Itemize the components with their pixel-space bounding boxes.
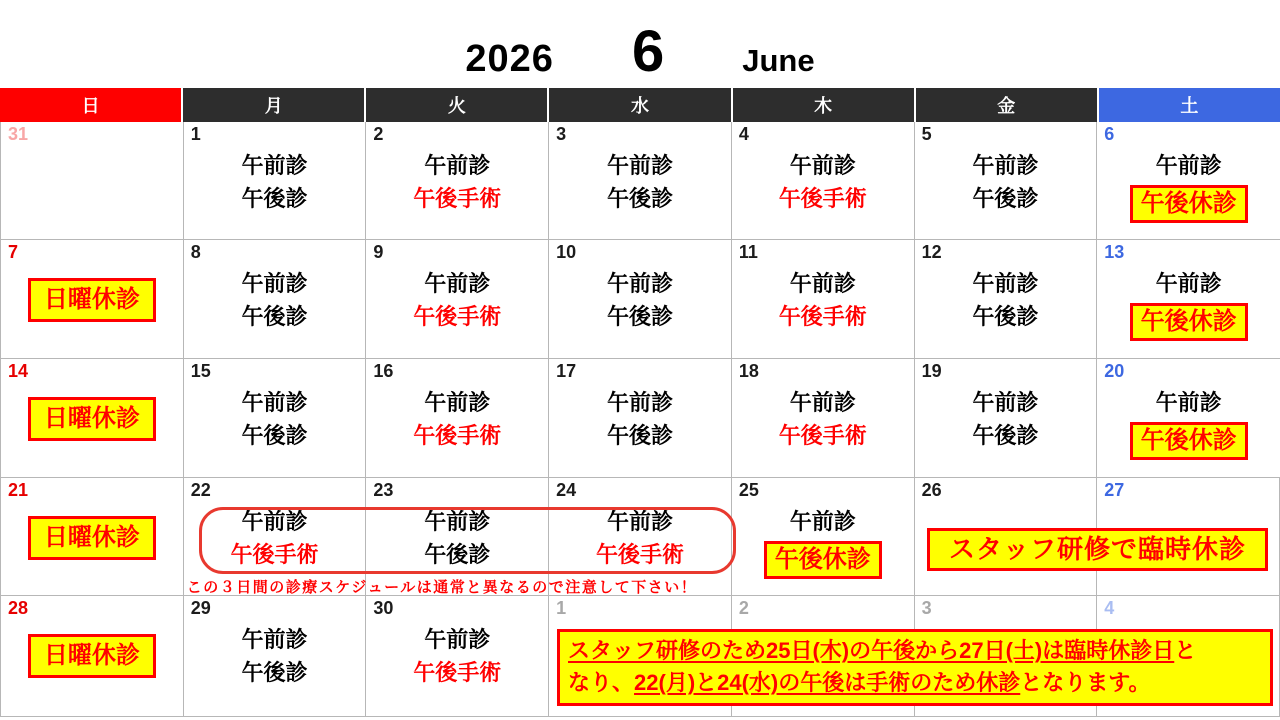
day-number: 18 bbox=[738, 361, 759, 381]
pm-surgery-label: 午後手術 bbox=[413, 186, 502, 211]
am-clinic-label: 午前診 bbox=[606, 153, 673, 178]
am-clinic-label: 午前診 bbox=[424, 153, 491, 178]
week-row bbox=[1, 596, 1280, 717]
sunday-closed-badge: 日曜休診 bbox=[28, 516, 156, 560]
weekday-header-cell-weekday: 火 bbox=[366, 88, 549, 122]
day-number: 1 bbox=[190, 124, 201, 144]
am-clinic-label: 午前診 bbox=[424, 627, 491, 652]
bottom-note-segment: と bbox=[1174, 638, 1197, 663]
day-schedule bbox=[366, 505, 548, 571]
day-number: 10 bbox=[556, 242, 577, 262]
day-schedule bbox=[915, 149, 1097, 215]
day-cell bbox=[1097, 240, 1280, 358]
day-number: 5 bbox=[921, 124, 932, 144]
day-number: 3 bbox=[921, 598, 932, 618]
am-clinic-label: 午前診 bbox=[424, 509, 491, 534]
day-number: 14 bbox=[8, 361, 29, 381]
three-day-note: この３日間の診療スケジュールは通常と異なるので注意して下さい！ bbox=[186, 579, 698, 596]
pm-clinic-label: 午後診 bbox=[424, 542, 491, 567]
day-number: 11 bbox=[738, 242, 758, 262]
am-clinic-label: 午前診 bbox=[241, 390, 308, 415]
pm-surgery-label: 午後手術 bbox=[230, 542, 319, 567]
am-clinic-label: 午前診 bbox=[241, 627, 308, 652]
day-cell bbox=[184, 240, 367, 358]
day-number: 16 bbox=[373, 361, 394, 381]
day-schedule bbox=[184, 267, 366, 333]
pm-closed-badge: 午後休診 bbox=[1130, 185, 1248, 223]
day-number: 2 bbox=[738, 598, 749, 618]
title-month-number: 6 bbox=[631, 19, 665, 84]
day-cell bbox=[915, 359, 1098, 477]
day-cell bbox=[184, 359, 367, 477]
day-cell bbox=[915, 240, 1098, 358]
day-number: 26 bbox=[921, 480, 942, 500]
bottom-note-segment: となります。 bbox=[1020, 670, 1151, 695]
day-number: 4 bbox=[738, 124, 749, 144]
day-schedule bbox=[1097, 386, 1280, 460]
day-schedule bbox=[549, 386, 731, 452]
day-number: 17 bbox=[556, 361, 577, 381]
day-number: 2 bbox=[373, 124, 384, 144]
day-number: 4 bbox=[1104, 598, 1115, 618]
day-cell bbox=[549, 122, 732, 239]
am-clinic-label: 午前診 bbox=[789, 509, 856, 534]
day-number: 21 bbox=[8, 480, 29, 500]
day-number: 28 bbox=[8, 598, 29, 618]
day-schedule bbox=[732, 386, 914, 452]
bottom-note-segment: 22(月)と24(水)の午後は手術のため休診 bbox=[634, 670, 1021, 695]
day-schedule bbox=[732, 505, 914, 579]
day-number: 12 bbox=[921, 242, 942, 262]
pm-closed-badge: 午後休診 bbox=[1130, 422, 1248, 460]
bottom-note-segment: なり、 bbox=[568, 670, 635, 695]
pm-clinic-label: 午後診 bbox=[972, 304, 1039, 329]
weekday-header-cell-saturday: 土 bbox=[1099, 88, 1280, 122]
am-clinic-label: 午前診 bbox=[241, 153, 308, 178]
day-schedule bbox=[184, 623, 366, 689]
weekday-header-cell-weekday: 月 bbox=[183, 88, 366, 122]
day-cell bbox=[549, 240, 732, 358]
pm-clinic-label: 午後診 bbox=[241, 660, 308, 685]
day-cell bbox=[549, 359, 732, 477]
day-number: 27 bbox=[1104, 480, 1125, 500]
day-cell bbox=[184, 122, 367, 239]
day-schedule bbox=[732, 267, 914, 333]
day-number: 30 bbox=[373, 598, 394, 618]
calendar-title bbox=[0, 0, 1280, 88]
am-clinic-label: 午前診 bbox=[241, 271, 308, 296]
day-schedule bbox=[184, 149, 366, 215]
pm-surgery-label: 午後手術 bbox=[413, 660, 502, 685]
day-number: 24 bbox=[556, 480, 577, 500]
day-cell bbox=[1, 359, 184, 477]
calendar-grid bbox=[0, 122, 1280, 717]
week-row bbox=[1, 240, 1280, 359]
day-number: 23 bbox=[373, 480, 394, 500]
day-cell bbox=[732, 478, 915, 595]
am-clinic-label: 午前診 bbox=[424, 390, 491, 415]
sunday-closed-badge: 日曜休診 bbox=[28, 278, 156, 322]
day-number: 15 bbox=[190, 361, 211, 381]
am-clinic-label: 午前診 bbox=[424, 271, 491, 296]
am-clinic-label: 午前診 bbox=[789, 390, 856, 415]
day-schedule bbox=[366, 149, 548, 215]
day-schedule bbox=[1097, 149, 1280, 223]
day-schedule bbox=[915, 267, 1097, 333]
day-schedule bbox=[184, 505, 366, 571]
day-number: 25 bbox=[738, 480, 759, 500]
sunday-closed-wrap bbox=[1, 278, 183, 322]
sunday-closed-badge: 日曜休診 bbox=[28, 397, 156, 441]
sunday-closed-wrap bbox=[1, 397, 183, 441]
day-number: 9 bbox=[373, 242, 384, 262]
pm-surgery-label: 午後手術 bbox=[778, 423, 867, 448]
day-cell bbox=[732, 240, 915, 358]
am-clinic-label: 午前診 bbox=[606, 509, 673, 534]
am-clinic-label: 午前診 bbox=[606, 271, 673, 296]
title-year: 2026 bbox=[465, 38, 554, 80]
day-number: 8 bbox=[190, 242, 201, 262]
day-schedule bbox=[1097, 267, 1280, 341]
am-clinic-label: 午前診 bbox=[972, 390, 1039, 415]
week-row bbox=[1, 359, 1280, 478]
day-number: 19 bbox=[921, 361, 942, 381]
bottom-note-segment: スタッフ研修のため25日(木)の午後から27日(土)は臨時休診日 bbox=[568, 638, 1175, 663]
bottom-note-line1 bbox=[568, 635, 1262, 667]
weekday-header-cell-weekday: 水 bbox=[549, 88, 732, 122]
weekday-header-row bbox=[0, 88, 1280, 122]
pm-clinic-label: 午後診 bbox=[606, 304, 673, 329]
title-month-name: June bbox=[742, 43, 815, 78]
staff-training-banner: スタッフ研修で臨時休診 bbox=[927, 528, 1268, 571]
day-number: 6 bbox=[1104, 124, 1115, 144]
am-clinic-label: 午前診 bbox=[241, 509, 308, 534]
pm-closed-badge: 午後休診 bbox=[764, 541, 882, 579]
am-clinic-label: 午前診 bbox=[606, 390, 673, 415]
weekday-header-cell-sunday: 日 bbox=[0, 88, 183, 122]
day-number: 29 bbox=[190, 598, 211, 618]
pm-clinic-label: 午後診 bbox=[241, 423, 308, 448]
day-schedule bbox=[549, 505, 731, 571]
pm-surgery-label: 午後手術 bbox=[778, 304, 867, 329]
pm-closed-badge: 午後休診 bbox=[1130, 303, 1248, 341]
day-number: 20 bbox=[1104, 361, 1125, 381]
day-cell bbox=[366, 596, 549, 716]
week-row bbox=[1, 478, 1280, 596]
am-clinic-label: 午前診 bbox=[789, 153, 856, 178]
am-clinic-label: 午前診 bbox=[1155, 271, 1222, 296]
day-number: 13 bbox=[1104, 242, 1125, 262]
pm-surgery-label: 午後手術 bbox=[413, 423, 502, 448]
pm-clinic-label: 午後診 bbox=[241, 186, 308, 211]
day-cell bbox=[184, 596, 367, 716]
day-schedule bbox=[366, 623, 548, 689]
day-cell bbox=[732, 359, 915, 477]
sunday-closed-badge: 日曜休診 bbox=[28, 634, 156, 678]
day-number: 7 bbox=[8, 242, 19, 262]
pm-clinic-label: 午後診 bbox=[972, 186, 1039, 211]
day-schedule bbox=[915, 386, 1097, 452]
sunday-closed-wrap bbox=[1, 634, 183, 678]
week-row bbox=[1, 122, 1280, 240]
day-cell bbox=[1097, 359, 1280, 477]
day-number: 22 bbox=[190, 480, 211, 500]
weekday-header-cell-weekday: 金 bbox=[916, 88, 1099, 122]
pm-clinic-label: 午後診 bbox=[972, 423, 1039, 448]
pm-clinic-label: 午後診 bbox=[241, 304, 308, 329]
day-cell bbox=[1, 240, 184, 358]
pm-clinic-label: 午後診 bbox=[606, 423, 673, 448]
day-number: 3 bbox=[556, 124, 567, 144]
day-cell bbox=[1, 596, 184, 716]
sunday-closed-wrap bbox=[1, 516, 183, 560]
day-cell bbox=[1097, 122, 1280, 239]
day-schedule bbox=[549, 149, 731, 215]
day-cell bbox=[1, 122, 184, 239]
day-number: 1 bbox=[556, 598, 567, 618]
am-clinic-label: 午前診 bbox=[789, 271, 856, 296]
pm-surgery-label: 午後手術 bbox=[595, 542, 684, 567]
am-clinic-label: 午前診 bbox=[972, 153, 1039, 178]
day-schedule bbox=[366, 386, 548, 452]
am-clinic-label: 午前診 bbox=[1155, 390, 1222, 415]
day-cell bbox=[366, 359, 549, 477]
day-cell bbox=[732, 122, 915, 239]
day-schedule bbox=[549, 267, 731, 333]
am-clinic-label: 午前診 bbox=[1155, 153, 1222, 178]
day-schedule bbox=[184, 386, 366, 452]
day-cell bbox=[366, 240, 549, 358]
day-schedule bbox=[366, 267, 548, 333]
am-clinic-label: 午前診 bbox=[972, 271, 1039, 296]
bottom-note-line2 bbox=[568, 667, 1262, 699]
day-cell bbox=[915, 122, 1098, 239]
pm-clinic-label: 午後診 bbox=[606, 186, 673, 211]
bottom-note-box bbox=[557, 629, 1273, 706]
day-cell bbox=[366, 122, 549, 239]
weekday-header-cell-weekday: 木 bbox=[733, 88, 916, 122]
day-number: 31 bbox=[8, 124, 29, 144]
pm-surgery-label: 午後手術 bbox=[413, 304, 502, 329]
day-schedule bbox=[732, 149, 914, 215]
pm-surgery-label: 午後手術 bbox=[778, 186, 867, 211]
